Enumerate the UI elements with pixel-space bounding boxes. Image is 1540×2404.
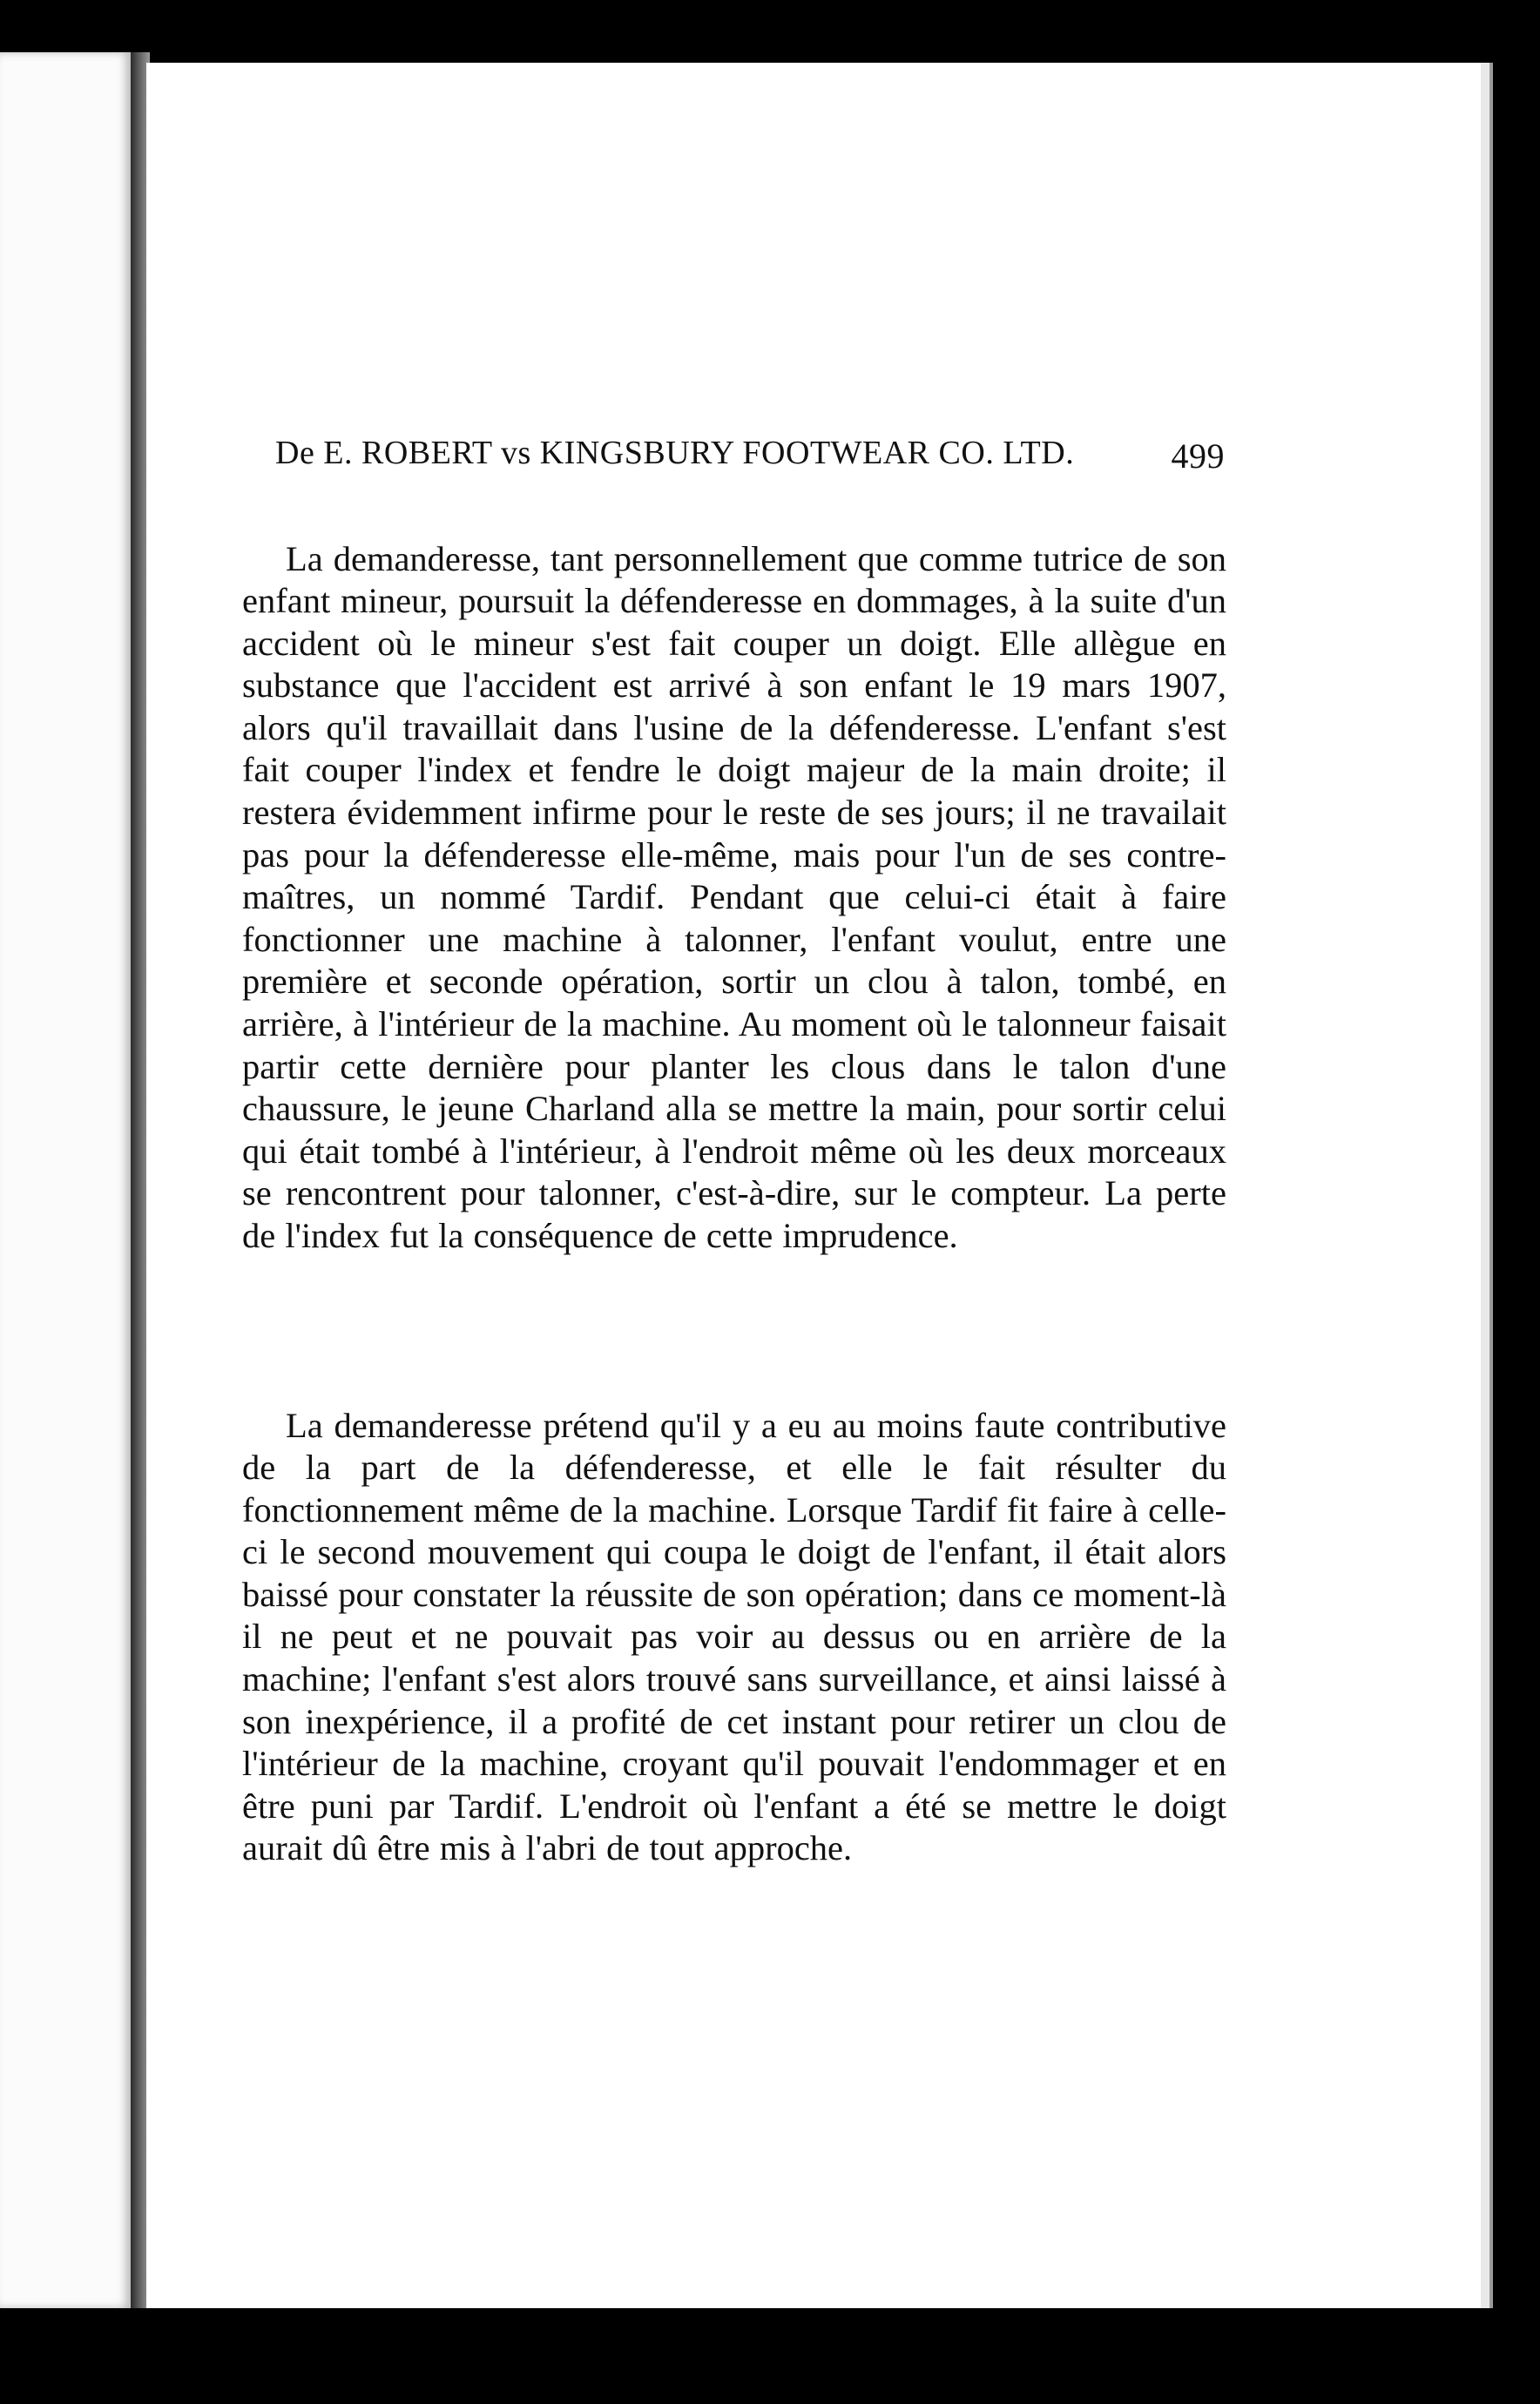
facing-page-edge xyxy=(0,52,141,2308)
running-head xyxy=(275,420,1225,481)
page-number: 499 xyxy=(1171,436,1225,476)
body-paragraph-2: La demanderesse prétend qu'il y a eu au moins faute contributive de la part de la défenderesse, et elle le fait résulter du fonctionnement même de la machine. Lorsque Tardif fit faire à celle-ci le second mouvement qui coupa le doigt de l'enfant, il était alors baissé pour constater la réussite de son opération; dans ce moment-là il ne peut et ne pouvait pas voir au dessus ou en arrière de la machine; l'enfant s'est alors trouvé sans surveillance, et ainsi laissé à son inexpérience, il a profité de cet instant pour retirer un clou de l'intérieur de la machine, croyant qu'il pouvait l'endommager et en être puni par Tardif. L'endroit où l'enfant a été se mettre le doigt aurait dû être mis à l'abri de tout approche. xyxy=(242,1405,1226,1868)
case-title: De E. ROBERT vs KINGSBURY FOOTWEAR CO. LTD. xyxy=(275,435,1075,471)
book-page xyxy=(146,63,1493,2308)
body-paragraph-1: La demanderesse, tant personnellement que comme tutrice de son enfant mineur, poursuit la défenderesse en dommages, à la suite d'un accident où le mineur s'est fait couper un doigt. Elle allègue en substance que l'accident est arrivé à son enfant le 19 mars 1907, alors qu'il travaillait dans l'usine de la défenderesse. L'enfant s'est fait couper l'index et fendre le doigt majeur de la main droite; il restera évidemment infirme pour le reste de ses jours; il ne travailait pas pour la défenderesse elle-même, mais pour l'un de ses contre-maîtres, un nommé Tardif. Pendant que celui-ci était à faire fonctionner une machine à talonner, l'enfant voulut, entre une première et seconde opération, sortir un clou à talon, tombé, en arrière, à l'intérieur de la machine. Au moment où le talonneur faisait partir cette dernière pour planter les clous dans le talon d'une chaussure, le jeune Charland alla se mettre la main, pour sortir celui qui était tombé à l'intérieur, à l'endroit même où les deux morceaux se rencontrent pour talonner, c'est-à-dire, sur le compteur. La perte de l'index fut la conséquence de cette imprudence. xyxy=(242,538,1226,1255)
